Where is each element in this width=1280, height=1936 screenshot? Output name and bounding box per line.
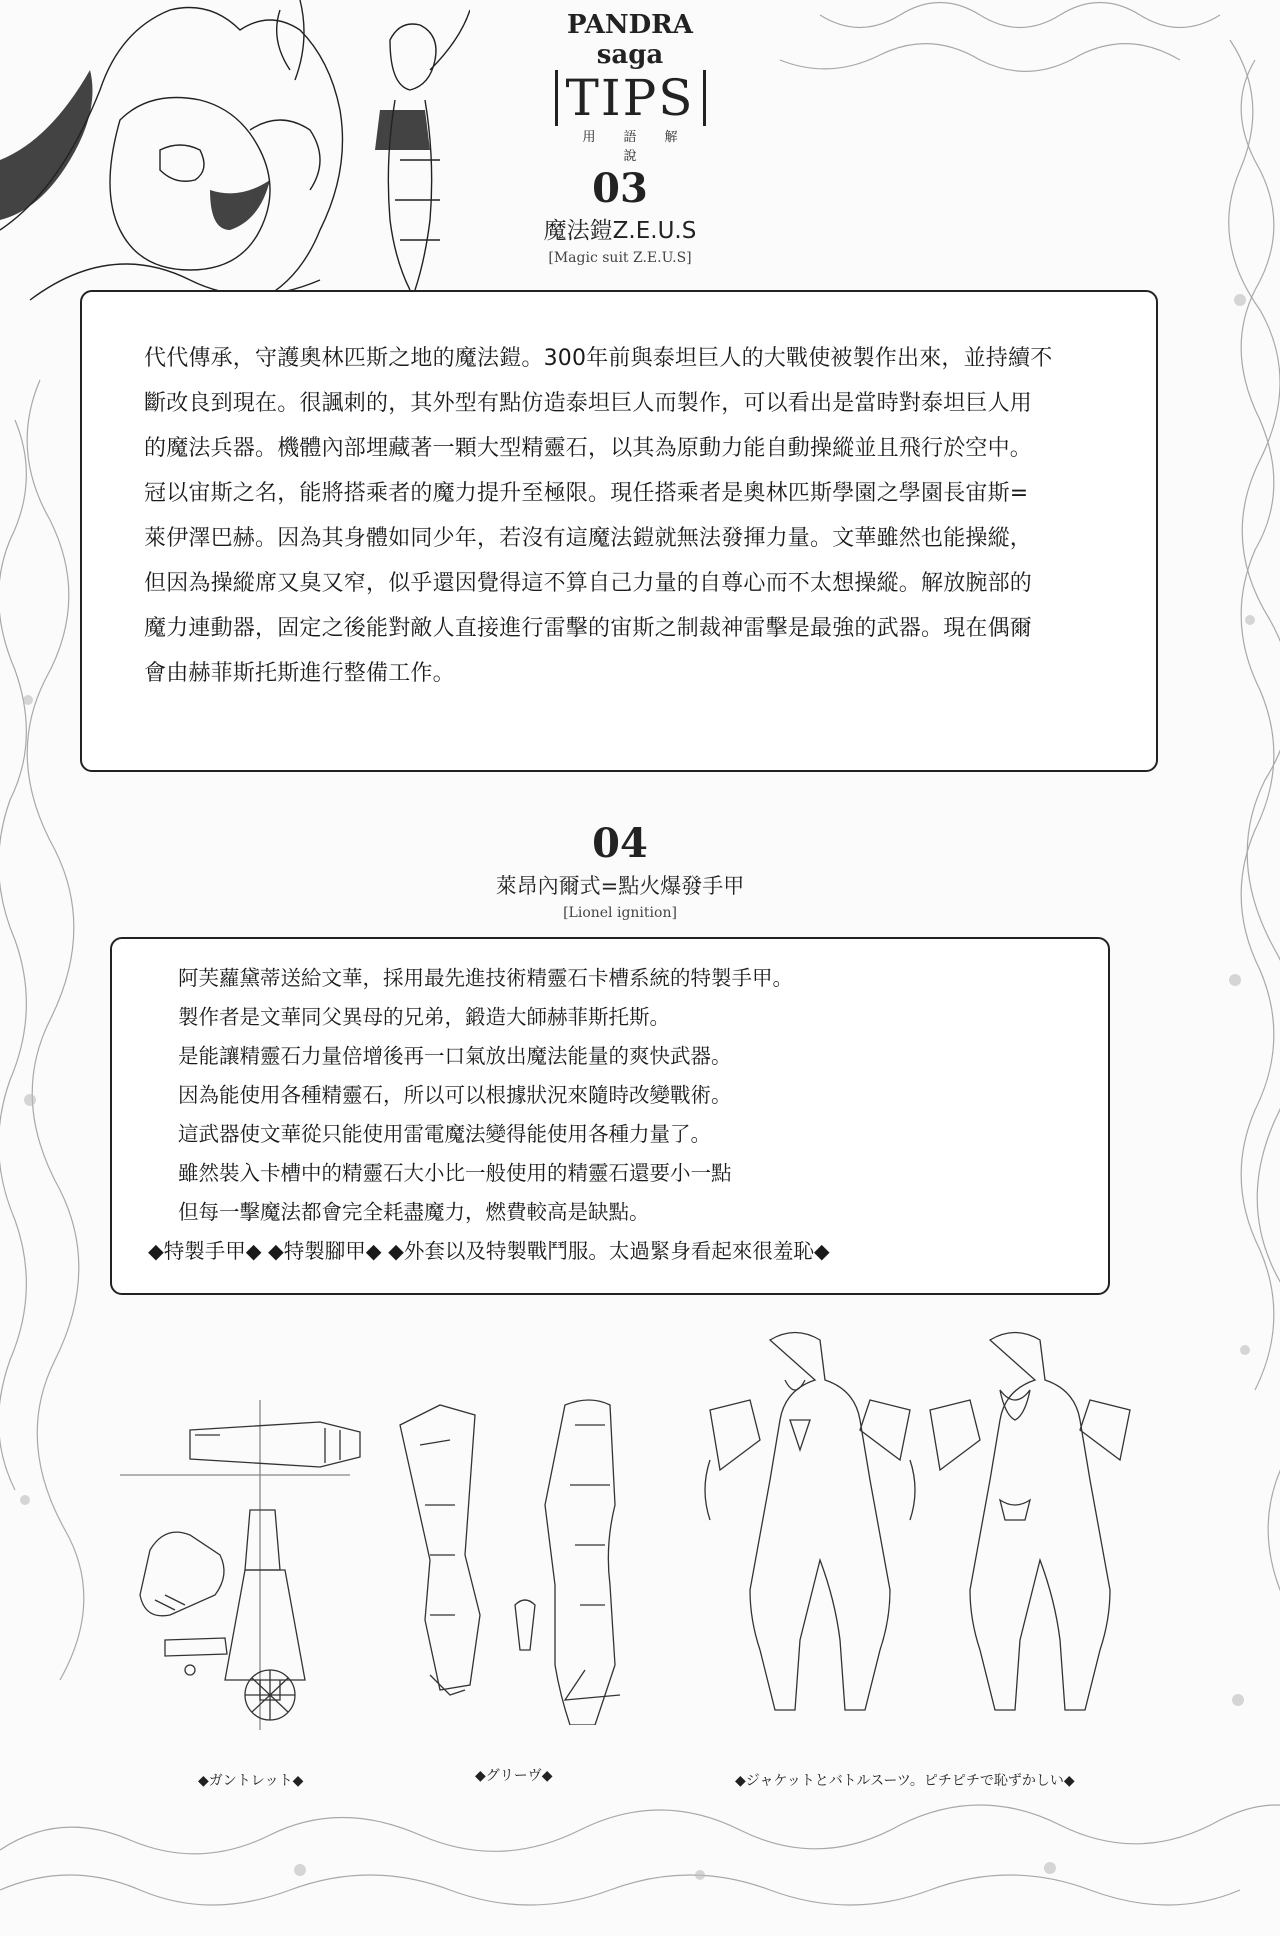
- tips-title: TIPS: [555, 70, 706, 126]
- section-04-line: ◆特製手甲◆ ◆特製腳甲◆ ◆外套以及特製戰鬥服。太過緊身看起來很羞恥◆: [148, 1239, 830, 1263]
- series-title: PANDRA saga: [567, 10, 693, 70]
- section-03-line: 斷改良到現在。很諷刺的，其外型有點仿造泰坦巨人而製作，可以看出是當時對泰坦巨人用: [144, 391, 1033, 416]
- jacket-and-battle-suit-sketch: [690, 1320, 1150, 1720]
- section-04-line: 製作者是文華同父異母的兄弟，鍛造大師赫菲斯托斯。: [178, 1005, 670, 1029]
- section-03-number: 03: [592, 165, 648, 212]
- greave-sketch: [380, 1385, 660, 1725]
- tips-subtitle: 用語解說: [582, 130, 706, 164]
- section-04-line: 雖然裝入卡槽中的精靈石大小比一般使用的精靈石還要小一點: [178, 1161, 732, 1185]
- section-04-line: 這武器使文華從只能使用雷電魔法變得能使用各種力量了。: [178, 1122, 711, 1146]
- gauntlet-sketch: [120, 1400, 380, 1730]
- section-04-line: 但每一擊魔法都會完全耗盡魔力，燃費較高是缺點。: [178, 1200, 650, 1224]
- section-03-line: 代代傳承，守護奧林匹斯之地的魔法鎧。300年前與泰坦巨人的大戰使被製作出來，並持續不: [144, 346, 1053, 371]
- section-03-text-box: [80, 290, 1158, 772]
- section-03-line: 魔力連動器，固定之後能對敵人直接進行雷擊的宙斯之制裁神雷擊是最強的武器。現在偶爾: [144, 616, 1033, 641]
- section-04-title: 萊昂內爾式=點火爆發手甲: [495, 874, 745, 898]
- section-03-title: 魔法鎧Z.E.U.S: [543, 218, 697, 244]
- section-04-number: 04: [592, 820, 648, 867]
- section-03-line: 會由赫菲斯托斯進行整備工作。: [144, 661, 455, 686]
- section-03-line: 萊伊澤巴赫。因為其身體如同少年，若沒有這魔法鎧就無法發揮力量。文華雖然也能操縱，: [144, 526, 1033, 551]
- caption-jacket: ◆ジャケットとバトルスーツ。ピチピチで恥ずかしい◆: [735, 1773, 1075, 1789]
- caption-greave: ◆グリーヴ◆: [475, 1768, 553, 1784]
- section-03-line: 但因為操縱席又臭又窄，似乎還因覺得這不算自己力量的自尊心而不太想操縱。解放腕部的: [144, 571, 1033, 596]
- section-03-line: 的魔法兵器。機體內部埋藏著一顆大型精靈石，以其為原動力能自動操縱並且飛行於空中。: [144, 436, 1033, 461]
- caption-gauntlet: ◆ガントレット◆: [198, 1773, 304, 1789]
- tips-header: [540, 10, 720, 164]
- section-03-line: 冠以宙斯之名，能將搭乘者的魔力提升至極限。現任搭乘者是奧林匹斯學園之學園長宙斯=: [144, 481, 1029, 506]
- zeus-armor-illustration: [0, 0, 470, 320]
- section-04-line: 阿芙蘿黛蒂送給文華，採用最先進技術精靈石卡槽系統的特製手甲。: [178, 966, 793, 990]
- section-04-subtitle: [Lionel ignition]: [563, 905, 677, 921]
- section-04-line: 因為能使用各種精靈石，所以可以根據狀況來隨時改變戰術。: [178, 1083, 732, 1107]
- section-04-text-box: [110, 937, 1110, 1295]
- section-03-subtitle: [Magic suit Z.E.U.S]: [548, 250, 692, 266]
- section-04-line: 是能讓精靈石力量倍增後再一口氣放出魔法能量的爽快武器。: [178, 1044, 732, 1068]
